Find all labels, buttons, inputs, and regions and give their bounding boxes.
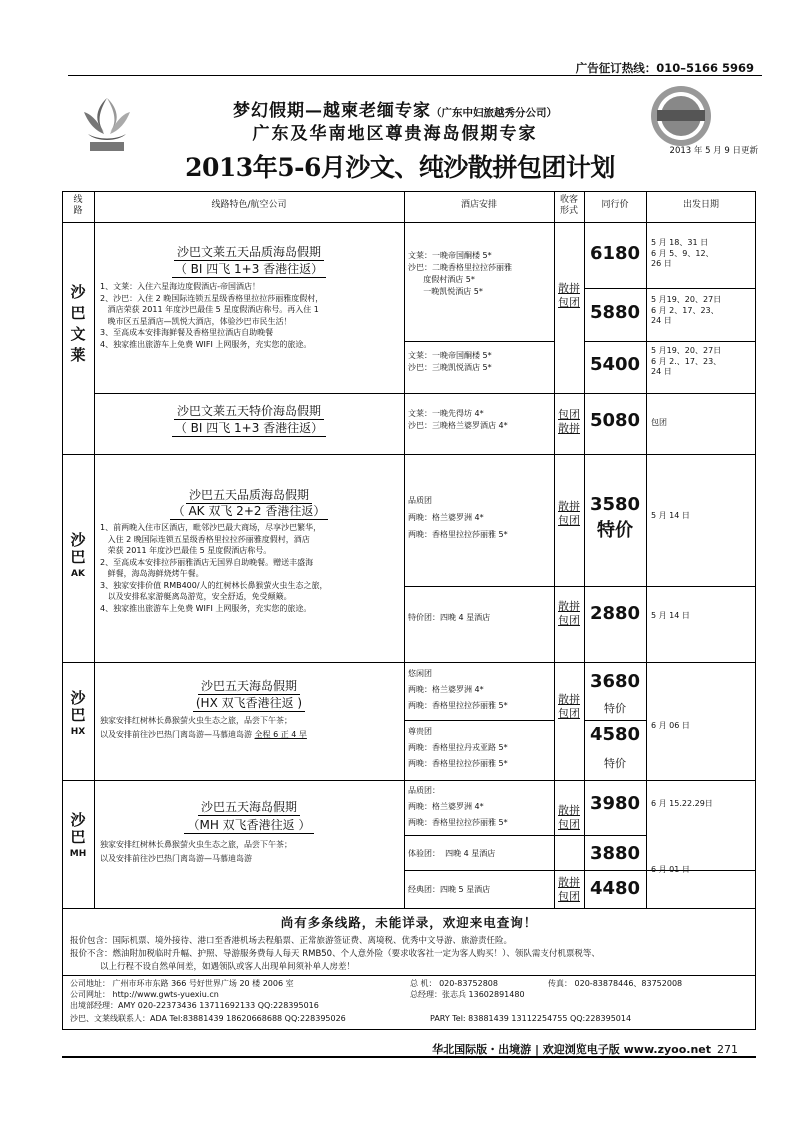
header-features: 线路特色/航空公司 xyxy=(211,200,287,210)
route-description: 1、前两晚入住市区酒店，毗邻沙巴最大商场，尽享沙巴繁华， 入住 2 晚国际连锁五星级香格里拉拉莎丽雅度假村，酒店 荣获 2011 年度沙巴最佳 5 星度假酒店称号。 2、至高成本安排拉莎丽雅酒店无国界自助晚餐。赠送丰盛海 鲜餐，海岛海鲜烧烤午餐。 3、独家安排价值 RMB400/人的红树林长鼻猴萤火虫生态之旅， 以及安排私家游艇离岛游览，安全舒适，免受颠簸。 4、独家推出旅游车上免费 WIFI 上网服务，充实您的旅途。 xyxy=(100,523,328,613)
route-description: 1、文莱：入住六星海边度假酒店-帝国酒店！ 2、沙巴：入住 2 晚国际连锁五星级香格里拉拉莎丽雅度假村， 酒店荣获 2011 年度沙巴最佳 5 星度假酒店称号。再入住 1 晚市区五星酒店—凯悦大酒店，体验沙巴市民生活！ 3、至高成本安排海鲜餐及香格里拉酒店自助晚餐 4、独家推出旅游车上免费 WIFI 上网服务，充实您的旅途。 xyxy=(100,282,324,349)
row-divider xyxy=(404,870,756,871)
hotel-plan: 经典团：四晚 5 星酒店 xyxy=(408,885,491,894)
company-address: 公司地址： 广州市环市东路 366 号好世界广场 20 楼 2006 室 xyxy=(70,979,294,988)
general-manager: 总经理：张志兵 13602891480 xyxy=(410,990,525,999)
row-divider xyxy=(62,975,756,976)
row-divider xyxy=(94,393,756,394)
hotel-plan: 品质团： 两晚：格兰婆罗洲 4* 两晚：香格里拉拉莎丽雅 5* xyxy=(408,786,508,827)
row-divider xyxy=(584,341,756,342)
top-divider xyxy=(68,75,762,76)
price-note: 特价 xyxy=(597,520,633,541)
row-divider xyxy=(404,835,646,836)
route-title: 沙巴文莱五天特价海岛假期 xyxy=(94,404,404,420)
hotel-plan: 文莱：一晚帝国酮楼 5* 沙巴：二晚香格里拉拉莎丽雅 度假村酒店 5* 一晚凯悦酒店 5* xyxy=(408,251,512,296)
departure-dates: 6 月 06 日 xyxy=(651,721,690,730)
booking-form: 散拼 包团 xyxy=(558,804,580,831)
row-divider xyxy=(62,454,756,455)
hotel-plan: 文莱：一晚先得坊 4* 沙巴：三晚格兰婆罗酒店 4* xyxy=(408,409,508,430)
company-line-1: 梦幻假期—越柬老缅专家（广东中妇旅越秀分公司） xyxy=(233,101,557,121)
departure-dates: 5 月 18、31 日 6 月 5、9、12、 26 日 xyxy=(651,238,714,268)
route-title: 沙巴文莱五天品质海岛假期 xyxy=(94,245,404,261)
price: 6180 xyxy=(589,243,641,264)
route-subtitle: (HX 双飞香港往返 ) xyxy=(94,696,404,712)
region-sabah-brunei: 沙 巴 文 莱 xyxy=(70,283,86,364)
price: 2880 xyxy=(589,603,641,624)
row-divider xyxy=(62,908,756,909)
booking-form: 包团 散拼 xyxy=(558,408,580,435)
departure-dates: 6 月 01 日 xyxy=(651,865,690,874)
header-hotel: 酒店安排 xyxy=(460,200,497,210)
price: 3980 xyxy=(589,793,641,814)
dept-manager: 出境部经理：AMY 020-22373436 13711692133 QQ:228395016 xyxy=(70,1001,319,1010)
company-line-2: 广东及华南地区尊贵海岛假期专家 xyxy=(252,124,538,144)
price: 5880 xyxy=(589,302,641,323)
price: 3880 xyxy=(589,843,641,864)
row-divider xyxy=(584,720,646,721)
booking-form: 散拼 包团 xyxy=(558,693,580,720)
page-title: 2013年5-6月沙文、纯沙散拼包团计划 xyxy=(185,153,615,182)
price: 3680 xyxy=(589,671,641,692)
hotel-plan: 体验团： 四晚 4 星酒店 xyxy=(408,849,496,858)
row-divider xyxy=(62,780,756,781)
hotel-plan: 特价团：四晚 4 星酒店 xyxy=(408,613,491,622)
fax: 传真： 020-83878446、83752008 xyxy=(548,979,683,988)
route-subtitle: （ AK 双飞 2+2 香港往返） xyxy=(94,504,404,520)
price-note: 特价 xyxy=(604,757,626,770)
price: 4580 xyxy=(589,724,641,745)
route-title: 沙巴五天海岛假期 xyxy=(94,800,404,816)
departure-dates: 包团 xyxy=(651,418,667,427)
hotel-plan: 尊贵团 两晚：香格里拉丹戎亚路 5* 两晚：香格里拉拉莎丽雅 5* xyxy=(408,727,508,768)
quality-seal xyxy=(649,84,713,148)
header-date: 出发日期 xyxy=(682,200,719,210)
departure-dates: 5 月19、20、27日 6 月 2、17、23、 24 日 xyxy=(651,295,722,325)
row-divider xyxy=(404,341,554,342)
departure-dates: 5 月19、20、27日 6 月 2.、17、23、 24 日 xyxy=(651,346,722,376)
region-sabah-mh: 沙 巴 MH xyxy=(69,811,87,859)
route-title: 沙巴五天品质海岛假期 xyxy=(94,488,404,504)
region-sabah-ak: 沙 巴 AK xyxy=(70,531,86,579)
hotel-plan: 文莱：一晚帝国酮楼 5* 沙巴：三晚凯悦酒店 5* xyxy=(408,351,492,372)
price-excludes-2: 以上行程不设自然单间差，如遇领队或客人出现单间须补单人房差！ xyxy=(100,962,356,972)
ad-hotline: 广告征订热线：010–5166 5969 xyxy=(575,61,754,75)
col-divider xyxy=(646,191,647,908)
departure-dates: 5 月 14 日 xyxy=(651,511,690,520)
booking-form: 散拼 包团 xyxy=(558,282,580,309)
row-divider xyxy=(404,720,554,721)
price: 5400 xyxy=(589,354,641,375)
route-subtitle: （ BI 四飞 1+3 香港往返） xyxy=(94,262,404,278)
booking-form: 散拼 包团 xyxy=(558,600,580,627)
departure-dates: 6 月 15.22.29日 xyxy=(651,799,713,808)
company-website[interactable]: 公司网址： http://www.gwts-yuexiu.cn xyxy=(70,990,219,999)
route-subtitle: （ BI 四飞 1+3 香港往返） xyxy=(94,421,404,437)
region-sabah-hx: 沙 巴 HX xyxy=(70,689,86,737)
company-logo xyxy=(78,90,136,154)
hotel-plan: 悠闲团 两晚：格兰婆罗洲 4* 两晚：香格里拉拉莎丽雅 5* xyxy=(408,669,508,710)
col-divider xyxy=(404,191,405,908)
footer-divider xyxy=(62,1056,756,1058)
updated-date: 2013 年 5 月 9 日更新 xyxy=(669,146,758,156)
row-divider xyxy=(62,222,756,223)
pary-contact: PARY Tel: 83881439 13112254755 QQ:228395014 xyxy=(430,1014,632,1023)
header-price: 同行价 xyxy=(601,200,629,210)
hotel-plan: 品质团 两晚：格兰婆罗洲 4* 两晚：香格里拉拉莎丽雅 5* xyxy=(408,496,508,539)
price: 5080 xyxy=(589,410,641,431)
route-subtitle: （MH 双飞香港往返 ） xyxy=(94,818,404,834)
price-excludes: 报价不含：燃油附加税临时升幅、护照、导游服务费每人每天 RMB50、个人意外险（要求收客社一定为客人购买！）、领队需支付机票税等、 xyxy=(70,949,600,959)
header-form: 收客 形式 xyxy=(559,195,578,216)
row-divider xyxy=(404,586,756,587)
row-divider xyxy=(584,288,756,289)
departure-dates: 5 月 14 日 xyxy=(651,611,690,620)
price: 4480 xyxy=(589,878,641,899)
route-description: 独家安排红树林长鼻猴萤火虫生态之旅，品尝下午茶； 以及安排前往沙巴热门离岛游—马慕迪岛游 全程 6 正 4 早 xyxy=(100,716,307,739)
booking-form: 散拼 包团 xyxy=(558,876,580,903)
header-route: 线 路 xyxy=(73,195,83,216)
price-includes: 报价包含：国际机票、境外接待、港口至香港机场去程船票、正常旅游签证费、离境税、优秀中文导游、旅游责任险。 xyxy=(70,936,513,946)
more-routes-note: 尚有多条线路，未能详录，欢迎来电查询！ xyxy=(280,915,538,930)
switchboard: 总 机： 020-83752808 xyxy=(410,979,498,988)
route-description: 独家安排红树林长鼻猴萤火虫生态之旅，品尝下午茶； 以及安排前往沙巴热门离岛游—马慕迪岛游 xyxy=(100,840,292,863)
row-divider xyxy=(62,662,756,663)
price: 3580 xyxy=(589,494,641,515)
footer: 华北国际版・出境游 | 欢迎浏览电子版 www.zyoo.net 271 xyxy=(432,1043,738,1056)
booking-form: 散拼 包团 xyxy=(558,500,580,527)
price-note: 特价 xyxy=(604,702,626,715)
route-contact: 沙巴、文莱线联系人：ADA Tel:83881439 18620668688 QQ:228395026 xyxy=(70,1014,346,1023)
route-title: 沙巴五天海岛假期 xyxy=(94,679,404,695)
